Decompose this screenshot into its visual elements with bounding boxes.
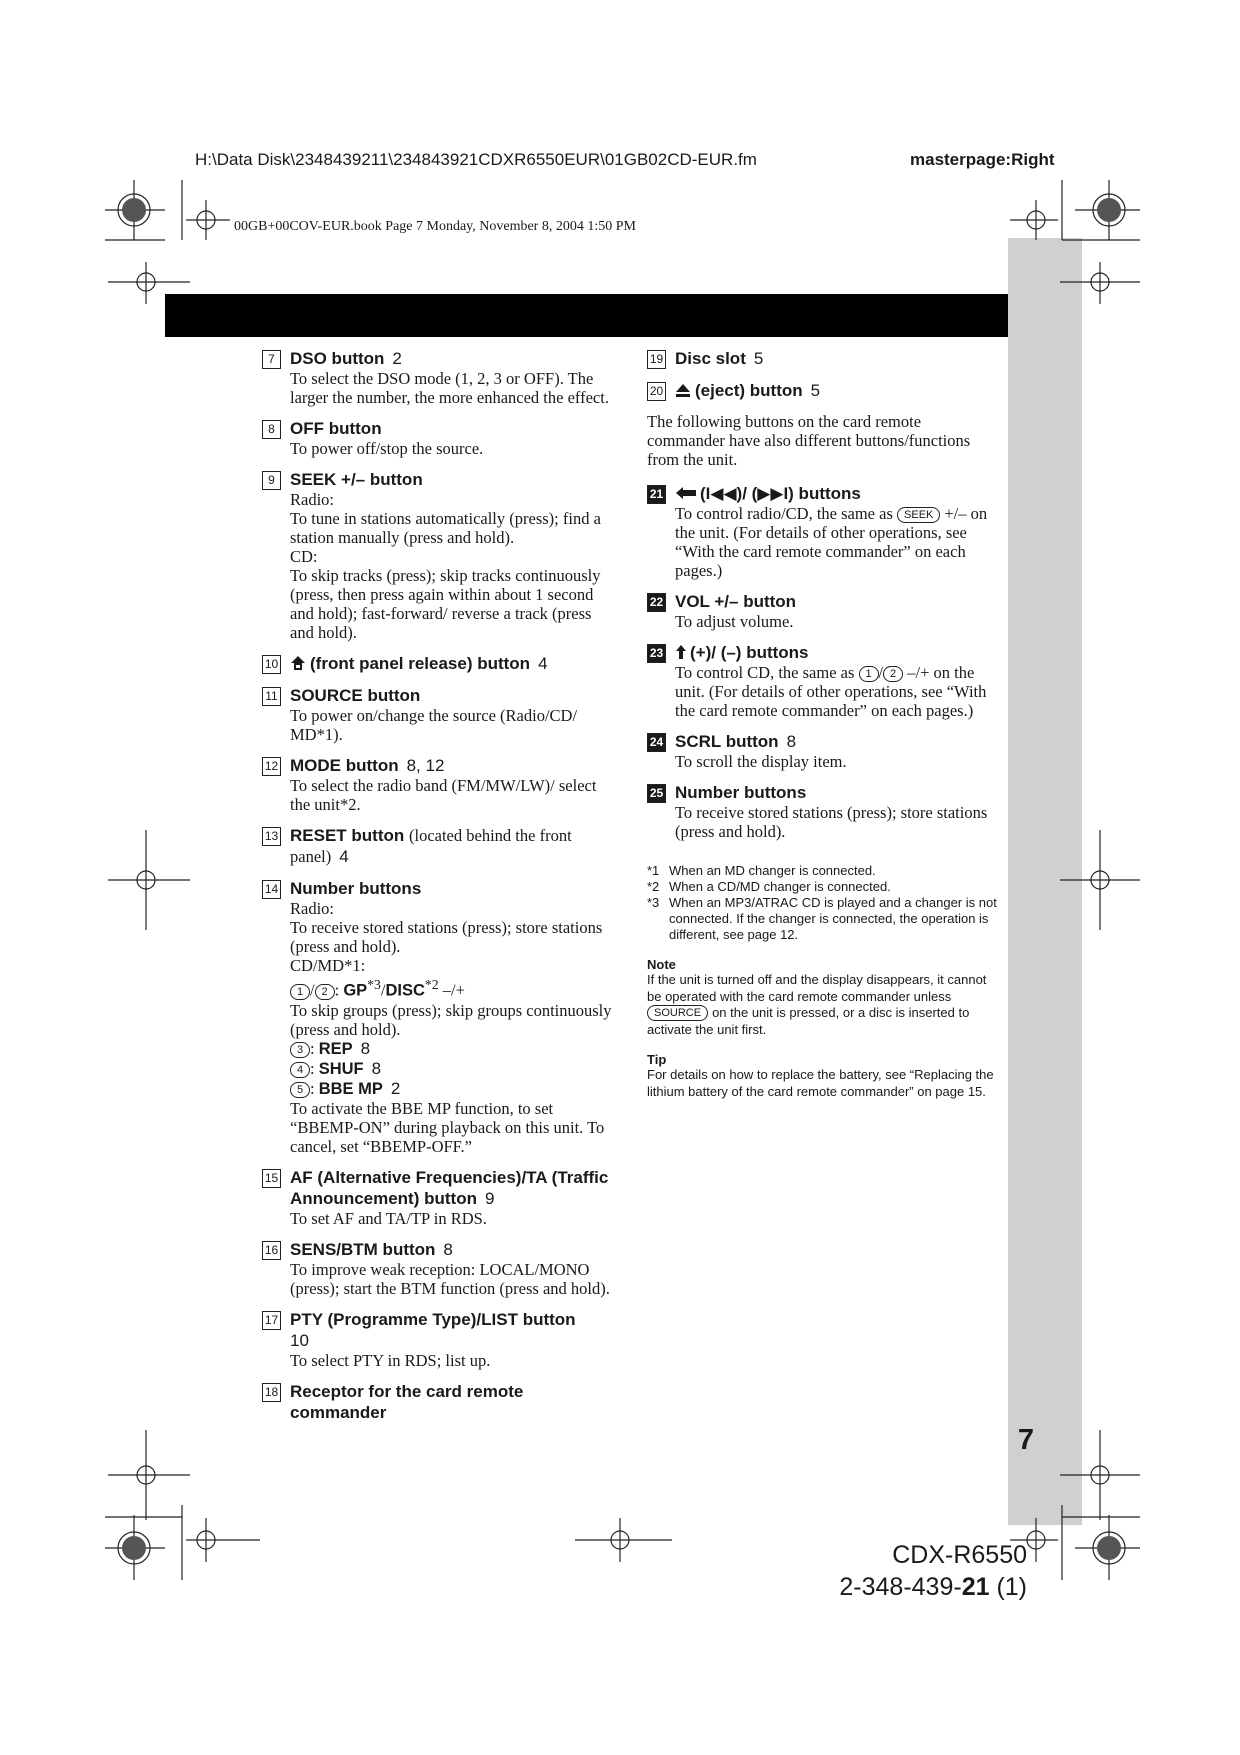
item-title: SENS/BTM button: [290, 1239, 436, 1259]
part-pre: 2-348-439-: [839, 1573, 962, 1601]
item-desc: To control CD, the same as 1 / 2 –/+ on the unit. (For details of other operations, see “With the card remote commander” on each pages.): [675, 663, 987, 720]
item-title: MODE button: [290, 756, 399, 775]
seek-button-label: SEEK: [897, 507, 940, 523]
file-path: H:\Data Disk\2348439211\234843921CDXR6550EUR\01GB02CD-EUR.fm: [195, 150, 757, 169]
page-ref: 9: [484, 1188, 495, 1208]
footnote-mark: *2: [424, 977, 439, 992]
page-ref: 4: [339, 847, 349, 866]
desc-post: +/– on the unit. (For details of other operations, see “With the card remote commander” on each pages.): [675, 504, 988, 580]
item-24: [647, 731, 999, 771]
item-title: SEEK +/– button: [290, 470, 423, 489]
item-8: [262, 418, 612, 458]
item-title: OFF button: [290, 419, 382, 438]
page-ref: 8: [360, 1038, 371, 1058]
page-ref: 5: [810, 381, 821, 400]
note-heading: Note: [647, 957, 676, 972]
nb-radio-desc: To receive stored stations (press); store stations (press and hold).: [290, 918, 603, 956]
item-number: 19: [647, 350, 666, 369]
item-title: (+)/ (–) buttons: [690, 643, 809, 662]
item-number: 21: [647, 485, 666, 504]
footnote-text: When an MP3/ATRAC CD is played and a changer is not connected. If the changer is connected, the operation is different, see page 12.: [669, 895, 997, 942]
page-ref: 2: [390, 1078, 401, 1098]
item-19: [647, 348, 999, 369]
arrow-up-icon: [675, 644, 687, 660]
item-number: 9: [262, 471, 281, 490]
item-title: (eject) button: [695, 381, 803, 400]
page-ref: 10: [290, 1330, 309, 1350]
nb-cdmd: CD/MD*1:: [290, 956, 366, 975]
part-bold: 21: [961, 1573, 990, 1601]
item-desc: To improve weak reception: LOCAL/MONO (press); start the BTM function (press and hold).: [290, 1259, 610, 1298]
item-title: Disc slot: [675, 349, 746, 368]
button-2-icon: 2: [315, 984, 335, 1000]
tip-text: For details on how to replace the battery, see “Replacing the lithium battery of the card remote commander” on page 15.: [647, 1067, 994, 1099]
item-number: 10: [262, 655, 281, 674]
item-14: [262, 878, 612, 1156]
item-desc: To scroll the display item.: [675, 752, 847, 771]
footnote: [647, 863, 999, 879]
desc-pre: To control radio/CD, the same as: [675, 504, 893, 523]
source-button-label: SOURCE: [647, 1005, 708, 1021]
item-desc-line: CD:: [290, 547, 318, 566]
item-10: [262, 653, 612, 674]
item-21: [647, 483, 999, 580]
nb-gp-line: 1 / 2 : GP$^{*3}$/DISC$^{*2}$ –/+: [290, 975, 612, 1001]
shuf-label: SHUF: [318, 1059, 364, 1078]
item-22: [647, 591, 999, 631]
note-text: [647, 972, 999, 1038]
footnote-mark: *3: [367, 977, 381, 992]
page-ref: 8: [371, 1058, 382, 1078]
nb-shuf-line: 4 : SHUF 8: [290, 1059, 612, 1079]
item-desc: To power on/change the source (Radio/CD/ MD*1).: [290, 706, 578, 744]
disc-label: DISC: [385, 981, 425, 1000]
item-desc: To select the DSO mode (1, 2, 3 or OFF). The larger the number, the more enhanced the effect.: [290, 369, 609, 407]
eject-icon: [675, 382, 691, 398]
item-23: [647, 642, 999, 720]
page-ref: 8: [786, 732, 797, 751]
item-title: Receptor for the card remote commander: [290, 1381, 524, 1422]
item-desc: To power off/stop the source.: [290, 439, 484, 458]
item-number: 25: [647, 784, 666, 803]
page-ref: 2: [392, 349, 402, 368]
item-title: DSO button: [290, 349, 385, 368]
button-1-icon: 1: [290, 984, 310, 1000]
item-desc-line: Radio:: [290, 490, 334, 509]
item-number: 22: [647, 593, 666, 612]
item-9: [262, 469, 612, 642]
item-16: [262, 1239, 612, 1298]
item-13: [262, 825, 612, 867]
item-desc: To adjust volume.: [675, 612, 794, 631]
footnote-mark: *3: [647, 895, 660, 910]
rep-label: REP: [318, 1039, 353, 1058]
front-panel-release-icon: [290, 655, 306, 671]
item-7: [262, 348, 612, 407]
page-ref: 4: [538, 654, 548, 673]
masterpage-label: masterpage:Right: [910, 150, 1055, 169]
item-desc: To select the radio band (FM/MW/LW)/ select the unit*2.: [290, 776, 597, 814]
remote-intro: The following buttons on the card remote commander have also different buttons/functions from the unit.: [647, 412, 971, 469]
item-title: RESET button: [290, 826, 405, 845]
nb-bbe-desc: To activate the BBE MP function, to set “BBEMP-ON” during playback on this unit. To cancel, set “BBEMP-OFF.”: [290, 1098, 605, 1156]
item-number: 16: [262, 1241, 281, 1260]
tip-heading: Tip: [647, 1052, 667, 1067]
footnote-text: When a CD/MD changer is connected.: [669, 879, 891, 894]
item-15: [262, 1167, 612, 1228]
item-desc: [675, 504, 999, 580]
arrow-left-icon: [675, 486, 697, 500]
gp-label: GP: [343, 981, 368, 1000]
item-number: 17: [262, 1311, 281, 1330]
item-title: AF (Alternative Frequencies)/TA (Traffic Announcement) button: [290, 1167, 609, 1208]
item-title: (I◀◀)/ (▶▶I) buttons: [700, 484, 861, 503]
page-ref: 5: [753, 349, 764, 368]
footnote-text: When an MD changer is connected.: [669, 863, 876, 878]
note-post: on the unit is pressed, or a disc is inserted to activate the unit first.: [647, 1005, 970, 1037]
desc-pre: To control CD, the same as: [675, 663, 855, 682]
item-number: 7: [262, 350, 281, 369]
item-title: (front panel release) button: [310, 654, 531, 673]
item-number: 11: [262, 687, 281, 706]
footnotes: [647, 863, 999, 943]
item-title: PTY (Programme Type)/LIST button: [290, 1309, 576, 1329]
page-number: 7: [1017, 1424, 1035, 1456]
item-desc-line: To skip tracks (press); skip tracks continuously (press, then press again within about 1 second and hold); fast-forward/ reverse a track (press and hold).: [290, 566, 601, 642]
item-title: SOURCE button: [290, 686, 421, 705]
item-11: [262, 685, 612, 744]
button-2-icon: 2: [883, 666, 903, 682]
item-12: [262, 755, 612, 814]
item-title: VOL +/– button: [675, 592, 797, 611]
footnote: [647, 895, 999, 943]
model-number: CDX-R6550: [892, 1541, 1027, 1569]
item-number: 14: [262, 880, 281, 899]
item-desc: To receive stored stations (press); store stations (press and hold).: [675, 803, 988, 841]
footnote-mark: *1: [647, 863, 660, 878]
item-title: Number buttons: [675, 783, 807, 802]
part-number: [839, 1573, 1027, 1602]
note-pre: If the unit is turned off and the display disappears, it cannot be operated with the card remote commander unless: [647, 972, 987, 1004]
item-17: [262, 1309, 612, 1370]
page-ref: 8: [443, 1239, 453, 1259]
item-18: [262, 1381, 612, 1423]
nb-bbe-line: 5 : BBE MP 2: [290, 1079, 612, 1099]
footnote: [647, 879, 999, 895]
part-post: (1): [989, 1573, 1027, 1601]
item-25: [647, 782, 999, 841]
bbe-label: BBE MP: [318, 1079, 383, 1098]
footnote-mark: *2: [647, 879, 660, 894]
nb-rep-line: 3 : REP 8: [290, 1039, 612, 1059]
left-column: [262, 348, 612, 1434]
item-desc: To set AF and TA/TP in RDS.: [290, 1208, 487, 1228]
item-number: 24: [647, 733, 666, 752]
item-number: 8: [262, 420, 281, 439]
desc-post: –/+ on the unit. (For details of other operations, see “With the card remote commander” on each pages.): [675, 663, 987, 720]
item-title: Number buttons: [290, 879, 422, 898]
item-title: SCRL button: [675, 732, 779, 751]
item-number: 13: [262, 827, 281, 846]
book-info: 00GB+00COV-EUR.book Page 7 Monday, November 8, 2004 1:50 PM: [234, 219, 636, 234]
item-number: 20: [647, 382, 666, 401]
button-3-icon: 3: [290, 1042, 310, 1058]
item-desc: To select PTY in RDS; list up.: [290, 1350, 491, 1370]
item-desc-line: To tune in stations automatically (press); find a station manually (press and hold).: [290, 509, 601, 547]
nb-skip-desc: To skip groups (press); skip groups continuously (press and hold).: [290, 1000, 612, 1039]
item-number: 23: [647, 644, 666, 663]
page-ref: 8, 12: [406, 756, 445, 775]
item-number: 15: [262, 1169, 281, 1188]
nb-radio: Radio:: [290, 899, 334, 918]
right-column: [647, 348, 999, 1100]
item-number: 18: [262, 1383, 281, 1402]
item-number: 12: [262, 757, 281, 776]
item-20: [647, 380, 999, 401]
item-title-tail: (located behind the front panel): [290, 826, 572, 866]
button-4-icon: 4: [290, 1062, 310, 1078]
button-5-icon: 5: [290, 1082, 310, 1098]
gp-tail: –/+: [438, 980, 465, 1000]
button-1-icon: 1: [859, 666, 879, 682]
